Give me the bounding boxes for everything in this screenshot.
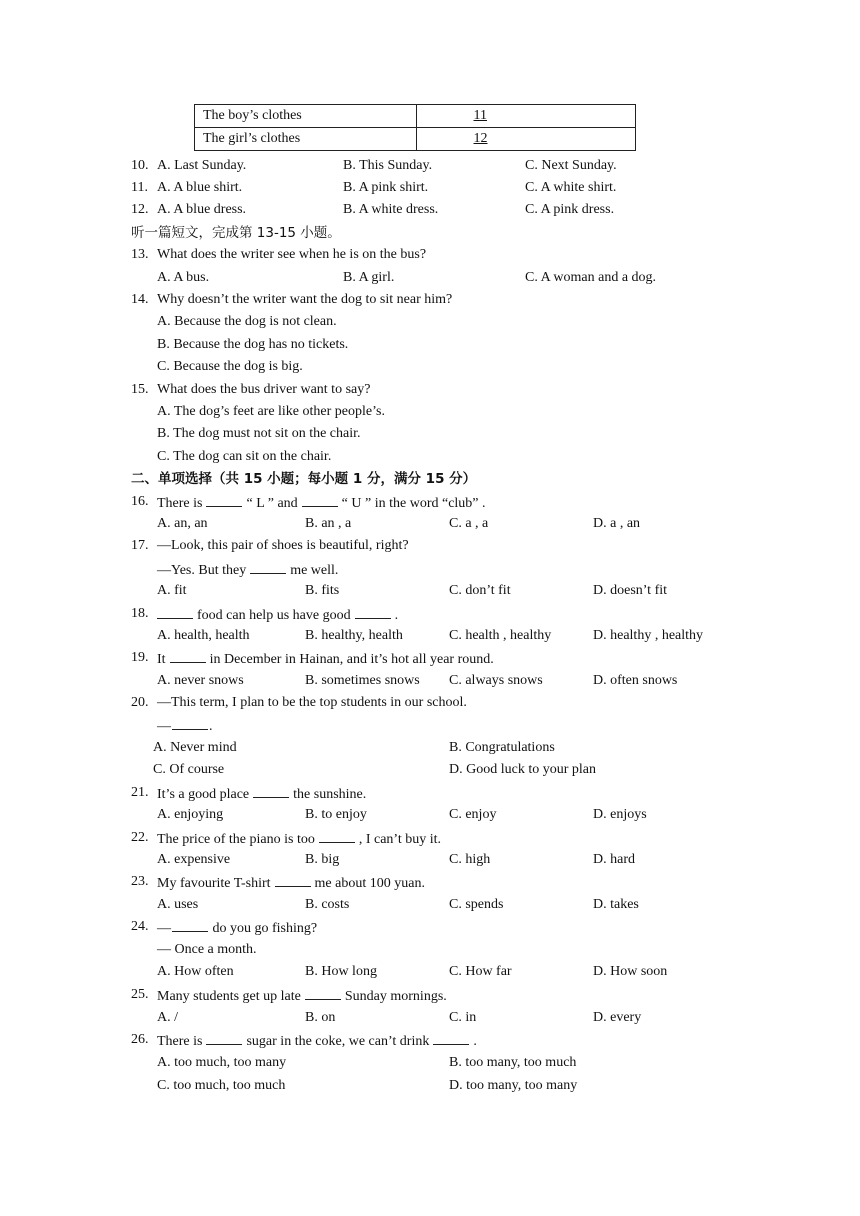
- q24-option-a: A. How often: [157, 964, 234, 979]
- q10-option-a: A. Last Sunday.: [157, 158, 247, 173]
- q20-line2: [157, 716, 213, 736]
- q12-number: 12.: [131, 202, 149, 217]
- q21-part1: It’s a good place: [157, 787, 250, 802]
- answer-blank: [172, 918, 208, 932]
- q23-number: 23.: [131, 874, 149, 889]
- q16-option-b: B. an , a: [305, 516, 352, 531]
- answer-blank: [172, 716, 208, 730]
- q19-part2: in December in Hainan, and it’s hot all year round.: [209, 652, 494, 667]
- q16-number: 16.: [131, 494, 149, 509]
- q20-option-a: A. Never mind: [153, 740, 237, 755]
- q19-stem: [157, 649, 494, 669]
- q26-option-a: A. too much, too many: [157, 1055, 287, 1070]
- q17-part1: —Yes. But they: [157, 563, 247, 578]
- q20-number: 20.: [131, 695, 149, 710]
- q20-line1: —This term, I plan to be the top students in our school.: [157, 695, 467, 710]
- q12-option-b: B. A white dress.: [343, 202, 439, 217]
- q11-option-c: C. A white shirt.: [525, 180, 617, 195]
- q21-number: 21.: [131, 785, 149, 800]
- section-heading: 二、单项选择（共 15 小题；每小题 1 分，满分 15 分）: [131, 471, 477, 487]
- q16-part1: There is: [157, 496, 203, 511]
- q18-part1: food can help us have good: [197, 608, 351, 623]
- q23-part1: My favourite T-shirt: [157, 876, 271, 891]
- q10-option-b: B. This Sunday.: [343, 158, 433, 173]
- answer-blank: [206, 1031, 242, 1045]
- q21-option-d: D. enjoys: [593, 807, 647, 822]
- q22-option-d: D. hard: [593, 852, 635, 867]
- q24-dash: —: [157, 921, 171, 936]
- q12-option-c: C. A pink dress.: [525, 202, 615, 217]
- q15-stem: What does the bus driver want to say?: [157, 382, 371, 397]
- q10-option-c: C. Next Sunday.: [525, 158, 617, 173]
- q19-option-d: D. often snows: [593, 673, 678, 688]
- q26-option-c: C. too much, too much: [157, 1078, 286, 1093]
- listening-instruction: 听一篇短文，完成第 13-15 小题。: [131, 225, 341, 241]
- q11-option-a: A. A blue shirt.: [157, 180, 243, 195]
- q16-option-c: C. a , a: [449, 516, 489, 531]
- q18-option-d: D. healthy , healthy: [593, 628, 704, 643]
- answer-blank: [355, 605, 391, 619]
- answer-blank: [170, 649, 206, 663]
- q26-part2: sugar in the coke, we can’t drink: [246, 1034, 430, 1049]
- q26-option-b: B. too many, too much: [449, 1055, 577, 1070]
- table-cell-blank: [417, 128, 636, 151]
- answer-blank: [250, 560, 286, 574]
- q21-option-b: B. to enjoy: [305, 807, 367, 822]
- q24-option-b: B. How long: [305, 964, 377, 979]
- answer-blank: [433, 1031, 469, 1045]
- q19-option-a: A. never snows: [157, 673, 244, 688]
- q19-option-b: B. sometimes snows: [305, 673, 420, 688]
- answer-blank: [275, 873, 311, 887]
- q17-line2: [157, 560, 338, 580]
- q13-option-a: A. A bus.: [157, 270, 210, 285]
- q23-option-c: C. spends: [449, 897, 504, 912]
- q13-stem: What does the writer see when he is on the bus?: [157, 247, 427, 262]
- q25-option-b: B. on: [305, 1010, 336, 1025]
- q25-stem: [157, 986, 447, 1006]
- q15-option-c: C. The dog can sit on the chair.: [157, 449, 332, 464]
- blank-number: 11: [473, 108, 487, 123]
- q22-option-b: B. big: [305, 852, 340, 867]
- q14-number: 14.: [131, 292, 149, 307]
- q22-part1: The price of the piano is too: [157, 832, 315, 847]
- q21-part2: the sunshine.: [293, 787, 367, 802]
- clothes-table: [194, 104, 636, 151]
- q26-number: 26.: [131, 1032, 149, 1047]
- q14-option-c: C. Because the dog is big.: [157, 359, 303, 374]
- q20-option-b: B. Congratulations: [449, 740, 555, 755]
- q16-option-a: A. an, an: [157, 516, 208, 531]
- answer-blank: [206, 493, 242, 507]
- q21-option-a: A. enjoying: [157, 807, 224, 822]
- q18-stem: [157, 605, 398, 625]
- q19-option-c: C. always snows: [449, 673, 543, 688]
- q17-option-c: C. don’t fit: [449, 583, 511, 598]
- blank-number: 12: [473, 131, 488, 146]
- q25-option-a: A. /: [157, 1010, 178, 1025]
- q17-option-a: A. fit: [157, 583, 187, 598]
- answer-blank: [302, 493, 338, 507]
- q20-option-d: D. Good luck to your plan: [449, 762, 596, 777]
- q23-option-a: A. uses: [157, 897, 199, 912]
- q17-option-b: B. fits: [305, 583, 340, 598]
- q25-number: 25.: [131, 987, 149, 1002]
- q18-option-a: A. health, health: [157, 628, 250, 643]
- q10-number: 10.: [131, 158, 149, 173]
- q20-option-c: C. Of course: [153, 762, 225, 777]
- q24-line1: [157, 918, 317, 938]
- q17-line1: —Look, this pair of shoes is beautiful, right?: [157, 538, 409, 553]
- q23-option-d: D. takes: [593, 897, 639, 912]
- q13-option-c: C. A woman and a dog.: [525, 270, 657, 285]
- q21-stem: [157, 784, 366, 804]
- q11-option-b: B. A pink shirt.: [343, 180, 429, 195]
- q23-option-b: B. costs: [305, 897, 350, 912]
- q26-part1: There is: [157, 1034, 203, 1049]
- table-cell-label: The girl’s clothes: [195, 128, 417, 151]
- q16-stem: [157, 493, 486, 513]
- answer-blank: [305, 986, 341, 1000]
- q18-option-b: B. healthy, health: [305, 628, 403, 643]
- q25-option-d: D. every: [593, 1010, 642, 1025]
- q24-number: 24.: [131, 919, 149, 934]
- q24-option-d: D. How soon: [593, 964, 668, 979]
- q24-option-c: C. How far: [449, 964, 512, 979]
- q13-number: 13.: [131, 247, 149, 262]
- q19-number: 19.: [131, 650, 149, 665]
- q14-option-b: B. Because the dog has no tickets.: [157, 337, 349, 352]
- q15-number: 15.: [131, 382, 149, 397]
- q22-stem: [157, 829, 441, 849]
- q24-part: do you go fishing?: [212, 921, 318, 936]
- q22-part2: , I can’t buy it.: [358, 832, 442, 847]
- q26-option-d: D. too many, too many: [449, 1078, 578, 1093]
- table-cell-blank: [417, 105, 636, 128]
- q16-part3: “ U ” in the word “club” .: [341, 496, 486, 511]
- q20-period: .: [209, 719, 213, 734]
- q13-option-b: B. A girl.: [343, 270, 395, 285]
- table-cell-label: The boy’s clothes: [195, 105, 417, 128]
- q11-number: 11.: [131, 180, 148, 195]
- q18-number: 18.: [131, 606, 149, 621]
- q15-option-a: A. The dog’s feet are like other people’s.: [157, 404, 385, 419]
- q17-number: 17.: [131, 538, 149, 553]
- table-row: [195, 105, 636, 128]
- answer-blank: [157, 605, 193, 619]
- q21-option-c: C. enjoy: [449, 807, 497, 822]
- q18-part2: .: [394, 608, 399, 623]
- q22-number: 22.: [131, 830, 149, 845]
- q15-option-b: B. The dog must not sit on the chair.: [157, 426, 361, 441]
- q24-line2: — Once a month.: [157, 942, 257, 957]
- q22-option-c: C. high: [449, 852, 491, 867]
- q23-stem: [157, 873, 425, 893]
- q17-part2: me well.: [290, 563, 339, 578]
- q19-part1: It: [157, 652, 166, 667]
- q26-stem: [157, 1031, 477, 1051]
- q17-option-d: D. doesn’t fit: [593, 583, 668, 598]
- q14-option-a: A. Because the dog is not clean.: [157, 314, 337, 329]
- q25-part2: Sunday mornings.: [344, 989, 447, 1004]
- q22-option-a: A. expensive: [157, 852, 231, 867]
- q16-part2: “ L ” and: [246, 496, 298, 511]
- q25-option-c: C. in: [449, 1010, 477, 1025]
- q18-option-c: C. health , healthy: [449, 628, 552, 643]
- q26-part3: .: [473, 1034, 477, 1049]
- q14-stem: Why doesn’t the writer want the dog to sit near him?: [157, 292, 453, 307]
- q12-option-a: A. A blue dress.: [157, 202, 247, 217]
- q20-dash: —: [157, 719, 171, 734]
- answer-blank: [253, 784, 289, 798]
- answer-blank: [319, 829, 355, 843]
- q25-part1: Many students get up late: [157, 989, 301, 1004]
- q23-part2: me about 100 yuan.: [314, 876, 425, 891]
- q16-option-d: D. a , an: [593, 516, 641, 531]
- table-row: [195, 128, 636, 151]
